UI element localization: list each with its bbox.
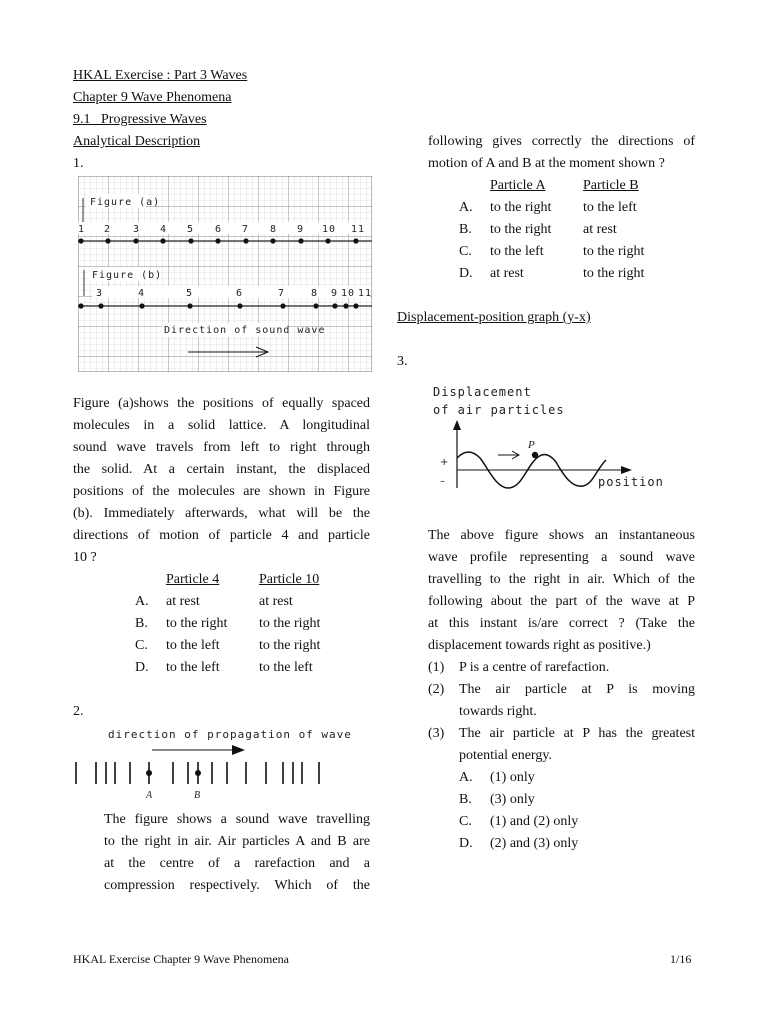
header-title: HKAL Exercise : Part 3 Waves: [73, 68, 248, 83]
q2-option-c2: to the right: [583, 244, 645, 259]
statement-text: The air particle at P is moving: [459, 682, 695, 697]
statement-text: P is a centre of rarefaction.: [459, 660, 610, 675]
q1-text-line: the solid. At a certain instant, the displaced: [73, 462, 370, 477]
q2-text-line: The figure shows a sound wave travelling: [104, 812, 370, 827]
q2-question-text-right: [428, 131, 695, 175]
q2-option-c1: to the right: [490, 222, 552, 237]
q3-figure: [428, 380, 668, 500]
q2-question-text-left: [104, 809, 370, 897]
q3-number: 3.: [397, 354, 408, 369]
q2-option-c1: to the right: [490, 200, 552, 215]
x-axis-label: position: [598, 475, 664, 489]
q2-option-letter: C.: [459, 244, 472, 259]
fig-a-num: 5: [187, 224, 195, 235]
q1-question-text: [73, 393, 370, 569]
q3-option-text: (1) only: [490, 770, 535, 785]
q1-option-letter: A.: [135, 594, 149, 609]
q1-col1-header: Particle 4: [166, 572, 220, 587]
q2-option-c1: to the left: [490, 244, 544, 259]
statement-number: (1): [428, 660, 445, 675]
q1-text-line: (b). Immediately afterwards, what will be the: [73, 506, 370, 521]
q3-text-line: The above figure shows an instantaneous: [428, 528, 695, 543]
footer-title: HKAL Exercise Chapter 9 Wave Phenomena: [73, 952, 289, 966]
q1-figure: [78, 176, 372, 372]
fig-b-num: 7: [278, 288, 286, 299]
q3-text-line: wave profile representing a sound wave: [428, 550, 695, 565]
particle-b-dot: [195, 770, 201, 776]
q1-option-c2: at rest: [259, 594, 293, 609]
fig-b-num: 5: [186, 288, 194, 299]
fig-b-num: 9: [331, 288, 339, 299]
fig-b-num: 11: [358, 288, 372, 299]
q3-ylabel-line2: of air particles: [433, 403, 565, 417]
q1-col2-header: Particle 10: [259, 572, 320, 587]
fig-b-num: 6: [236, 288, 244, 299]
fig-a-num: 2: [104, 224, 112, 235]
q1-option-c1: to the left: [166, 638, 220, 653]
q2-text-line: at the centre of a rarefaction and a: [104, 856, 370, 871]
fig-a-num: 4: [160, 224, 168, 235]
q2-option-c2: at rest: [583, 222, 617, 237]
q3-text-line: displacement towards right as positive.): [428, 638, 651, 653]
q3-ylabel-line1: Displacement: [433, 385, 532, 399]
q2-option-letter: D.: [459, 266, 473, 281]
q1-option-c1: to the left: [166, 660, 220, 675]
q1-option-letter: D.: [135, 660, 149, 675]
q3-option-letter: B.: [459, 792, 472, 807]
q2-option-letter: A.: [459, 200, 473, 215]
q3-option-text: (1) and (2) only: [490, 814, 579, 829]
q1-option-c2: to the right: [259, 616, 321, 631]
q1-number: 1.: [73, 156, 84, 171]
plus-label: +: [440, 457, 449, 468]
q1-text-line: positions of the molecules are shown in Figure: [73, 484, 370, 499]
q2-text-line: compression respectively. Which of the: [104, 878, 370, 893]
section-title: 9.1 Progressive Waves: [73, 112, 207, 127]
fig-b-num: 4: [138, 288, 146, 299]
direction-label: Direction of sound wave: [164, 325, 326, 336]
q1-text-line: 10 ?: [73, 550, 97, 565]
propagation-arrow-icon: [152, 745, 245, 755]
q1-option-c1: to the right: [166, 616, 228, 631]
q3-option-letter: C.: [459, 814, 472, 829]
q3-text-line: travelling to the right in air. Which of the: [428, 572, 695, 587]
fig-a-num: 3: [133, 224, 141, 235]
q1-text-line: Figure (a)shows the positions of equally spaced: [73, 396, 370, 411]
figure-a-numbers: [78, 222, 370, 235]
point-p-label: P: [528, 439, 535, 451]
y-axis-arrow-icon: [453, 420, 461, 430]
statement-number: (3): [428, 726, 445, 741]
q2-number: 2.: [73, 704, 84, 719]
q1-option-letter: C.: [135, 638, 148, 653]
q2-text-line: following gives correctly the directions of: [428, 134, 695, 149]
q1-option-c2: to the right: [259, 638, 321, 653]
fig-a-num: 11: [351, 224, 366, 235]
q2-option-letter: B.: [459, 222, 472, 237]
q1-option-c2: to the left: [259, 660, 313, 675]
q1-text-line: molecules in a solid lattice. A longitudinal: [73, 418, 370, 433]
fig-a-num: 8: [270, 224, 278, 235]
q1-option-letter: B.: [135, 616, 148, 631]
figure-b-numbers: [92, 286, 372, 299]
fig-a-num: 6: [215, 224, 223, 235]
propagation-label: direction of propagation of wave: [108, 728, 352, 741]
x-axis-arrow-icon: [621, 466, 632, 474]
q3-text-line: following about the part of the wave at P: [428, 594, 695, 609]
page-number: 1/16: [670, 952, 692, 966]
subsection-title: Analytical Description: [73, 134, 201, 149]
figure-b-label: Figure (b): [92, 270, 163, 281]
q2-col2-header: Particle B: [583, 178, 639, 193]
q2-option-c2: to the right: [583, 266, 645, 281]
q3-option-letter: D.: [459, 836, 473, 851]
fig-a-num: 1: [78, 224, 86, 235]
fig-b-num: 3: [96, 288, 104, 299]
fig-b-num: 8: [311, 288, 319, 299]
minus-label: –: [440, 476, 445, 487]
q2-col1-header: Particle A: [490, 178, 546, 193]
fig-a-num: 7: [242, 224, 250, 235]
q1-option-c1: at rest: [166, 594, 200, 609]
figure-a-label: Figure (a): [90, 197, 161, 208]
particle-a-label: A: [146, 790, 153, 801]
statement-text: The air particle at P has the greatest: [459, 726, 695, 741]
wave-direction-arrow-icon: [498, 451, 519, 459]
q2-option-c1: at rest: [490, 266, 524, 281]
q3-question-text: [428, 525, 695, 657]
point-p-dot: [532, 452, 538, 458]
statement-number: (2): [428, 682, 445, 697]
q3-option-letter: A.: [459, 770, 473, 785]
q3-option-text: (3) only: [490, 792, 535, 807]
chapter-title: Chapter 9 Wave Phenomena: [73, 90, 232, 105]
q2-text-line: motion of A and B at the moment shown ?: [428, 156, 665, 171]
q2-option-c2: to the left: [583, 200, 637, 215]
statement-text: towards right.: [459, 704, 537, 719]
fig-a-num: 9: [297, 224, 305, 235]
statement-text: potential energy.: [459, 748, 552, 763]
q1-text-line: sound wave travels from left to right through: [73, 440, 370, 455]
fig-a-num: 10: [322, 224, 337, 235]
q2-text-line: to the right in air. Air particles A and B are: [104, 834, 370, 849]
q3-option-text: (2) and (3) only: [490, 836, 579, 851]
particle-b-label: B: [194, 790, 201, 801]
section-heading: Displacement-position graph (y-x): [397, 310, 591, 325]
q2-figure: [70, 724, 370, 802]
q3-text-line: at this instant is/are correct ? (Take the: [428, 616, 695, 631]
fig-b-num: 10: [341, 288, 356, 299]
particle-a-dot: [146, 770, 152, 776]
q1-text-line: directions of motion of particle 4 and particle: [73, 528, 370, 543]
